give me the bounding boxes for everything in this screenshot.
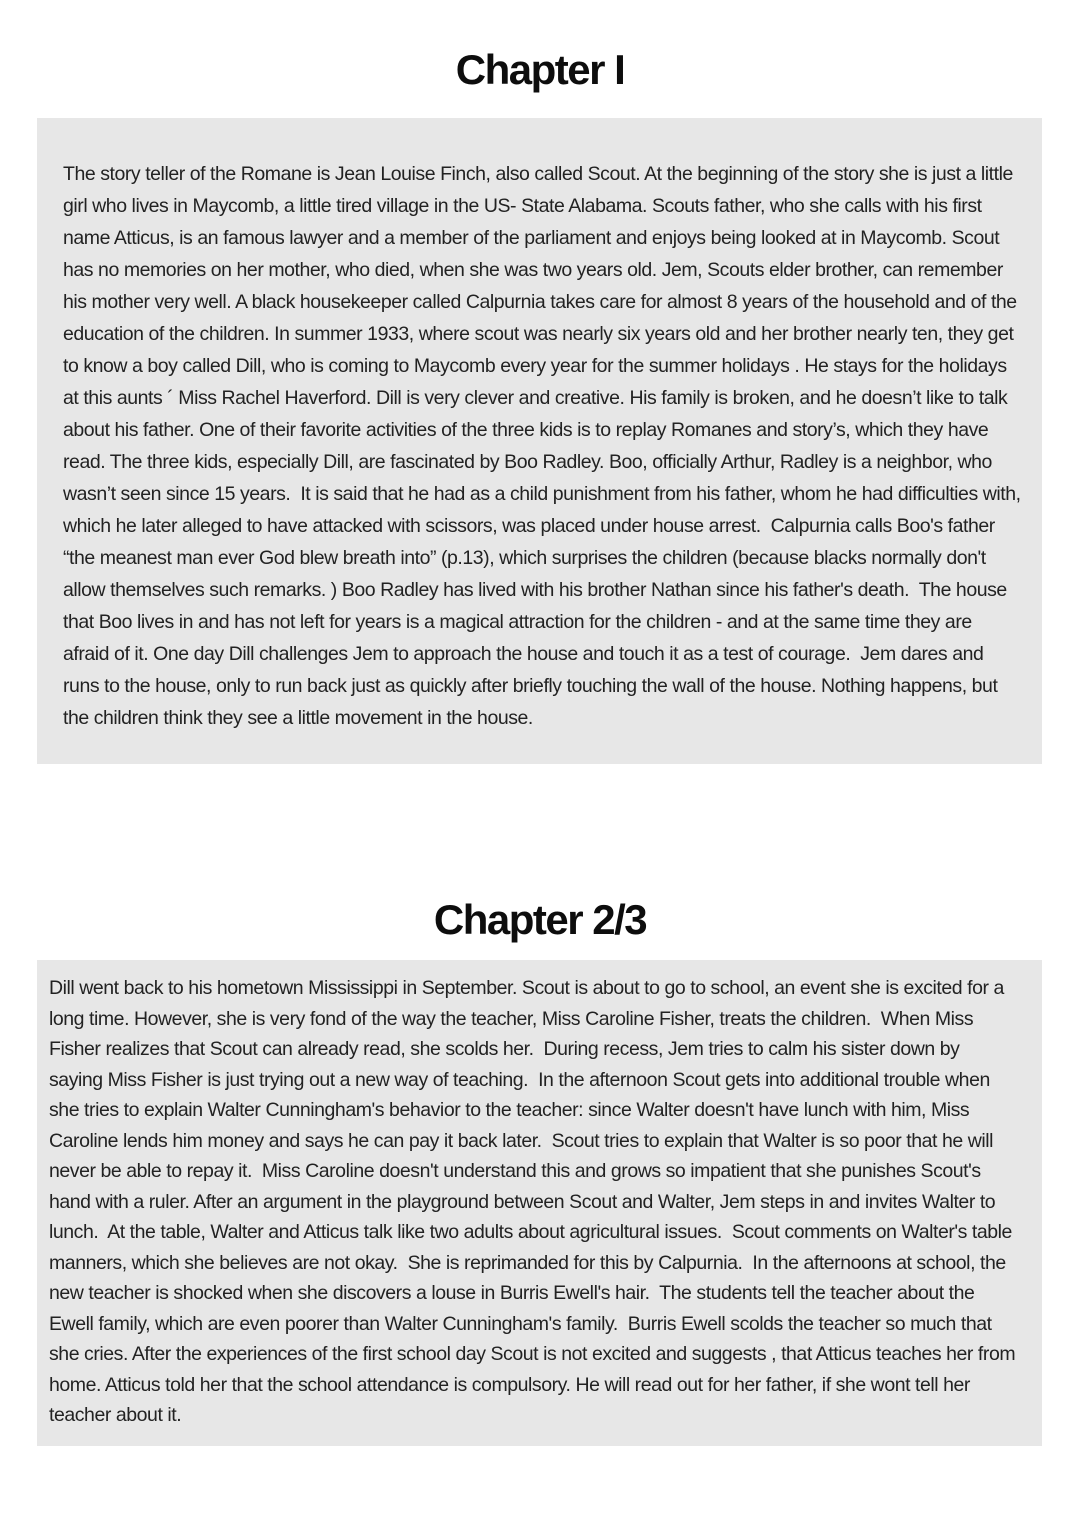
chapter-1-summary-box (37, 118, 1042, 764)
chapter-1-section (0, 42, 1080, 764)
chapter-1-summary-text: The story teller of the Romane is Jean Louise Finch, also called Scout. At the beginning of the story she is just a little girl who lives in Maycomb, a little tired village in the US- State Alabama. Scouts father, who she calls with his first name Atticus, is an famous lawyer and a member of the parliament and enjoys being looked at in Maycomb. Scout has no memories on her mother, who died, when she was two years old. Jem, Scouts elder brother, can remember his mother very well. A black housekeeper called Calpurnia takes care for almost 8 years of the household and of the education of the children. In summer 1933, where scout was nearly six years old and her brother nearly ten, they get to know a boy called Dill, who is coming to Maycomb every year for the summer holidays . He stays for the holidays at this aunts ´ Miss Rachel Haverford. Dill is very clever and creative. His family is broken, and he doesn’t like to talk about his father. One of their favorite activities of the three kids is to replay Romanes and story’s, which they have read. The three kids, especially Dill, are fascinated by Boo Radley. Boo, officially Arthur, Radley is a neighbor, who wasn’t seen since 15 years. It is said that he had as a child punishment from his father, whom he had difficulties with, which he later alleged to have attacked with scissors, was placed under house arrest. Calpurnia calls Boo's father “the meanest man ever God blew breath into” (p.13), which surprises the children (because blacks normally don't allow themselves such remarks. ) Boo Radley has lived with his brother Nathan since his father's death. The house that Boo lives in and has not left for years is a magical attraction for the children - and at the same time they are afraid of it. One day Dill challenges Jem to approach the house and touch it as a test of courage. Jem dares and runs to the house, only to run back just as quickly after briefly touching the wall of the house. Nothing happens, but the children think they see a little movement in the house. (63, 163, 1026, 729)
chapter-2-3-heading: Chapter 2/3 (433, 896, 647, 943)
document-page (0, 42, 1080, 1527)
chapter-2-3-summary-text: Dill went back to his hometown Mississippi in September. Scout is about to go to school, an event she is excited for a long time. However, she is very fond of the way the teacher, Miss Caroline Fisher, treats the children. When Miss Fisher realizes that Scout can already read, she scolds her. During recess, Jem tries to calm his sister down by saying Miss Fisher is just trying out a new way of teaching. In the afternoon Scout gets into additional trouble when she tries to explain Walter Cunningham's behavior to the teacher: since Walter doesn't have lunch with him, Miss Caroline lends him money and says he can pay it back later. Scout tries to explain that Walter is so poor that he will never be able to repay it. Miss Caroline doesn't understand this and grows so impatient that she punishes Scout's hand with a ruler. After an argument in the playground between Scout and Walter, Jem steps in and invites Walter to lunch. At the table, Walter and Atticus talk like two adults about agricultural issues. Scout comments on Walter's table manners, which she believes are not okay. She is reprimanded for this by Calpurnia. In the afternoons at school, the new teacher is shocked when she discovers a louse in Burris Ewell's hair. The students tell the teacher about the Ewell family, which are even poorer than Walter Cunningham's family. Burris Ewell scolds the teacher so much that she cries. After the experiences of the first school day Scout is not excited and suggests , that Atticus teaches her from home. Atticus told her that the school attendance is compulsory. He will read out for her father, if she wont tell her teacher about it. (49, 977, 1021, 1426)
chapter-2-3-summary-box (37, 960, 1042, 1446)
chapter-2-3-section (0, 892, 1080, 1446)
chapter-1-heading: Chapter I (455, 46, 625, 93)
